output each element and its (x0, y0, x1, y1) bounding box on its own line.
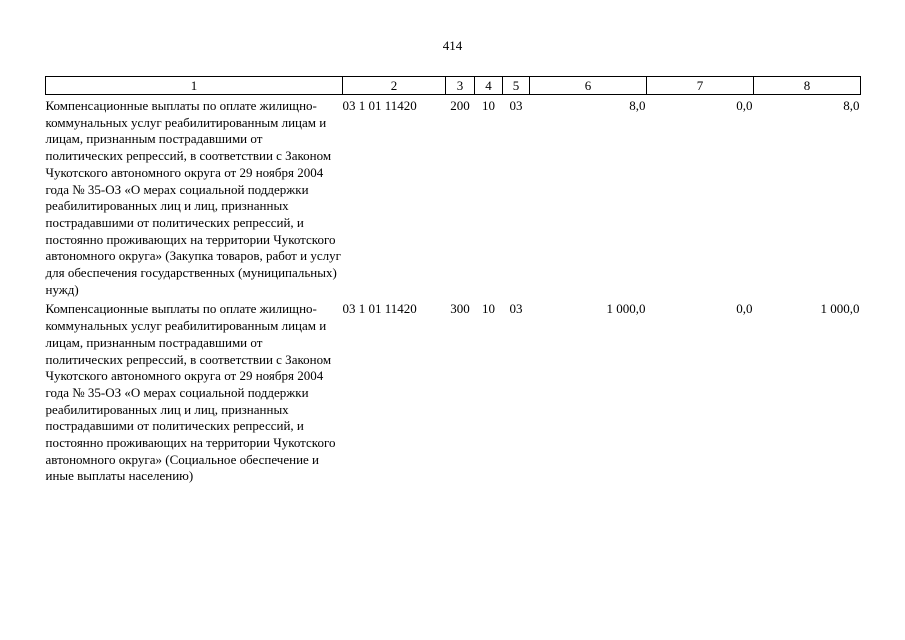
page-number: 414 (442, 38, 463, 53)
row-col-4: 10 (482, 301, 495, 317)
table-row (46, 298, 861, 485)
row-col-8: 1 000,0 (820, 301, 860, 317)
row-name: Компенсационные выплаты по оплате жилищно-коммунальных услуг реабилитированным лицам и лицам, признанным пострадавшими от политических репрессий, в соответствии с Законом Чукотского автономного округа от 29 ноября 2004 года № 35-ОЗ «О мерах социальной поддержки реабилитированных лиц и лиц, признанных пострадавшими от политических репрессий, и постоянно проживающих на территории Чукотского автономного округа» (Закупка товаров, работ и услуг для обеспечения государственных (муниципальных) нужд) (45, 98, 341, 297)
row-col-6: 1 000,0 (606, 301, 646, 317)
row-col-3: 300 (450, 301, 470, 317)
header-col-4: 4 (475, 77, 503, 95)
row-col-4: 10 (482, 98, 495, 113)
row-col-8: 8,0 (843, 98, 860, 113)
row-col-7: 0,0 (736, 301, 753, 317)
row-target-code: 03 1 01 11420 (342, 301, 417, 317)
header-col-5: 5 (503, 77, 530, 95)
budget-table (45, 76, 861, 485)
row-target-code: 03 1 01 11420 (342, 98, 417, 113)
row-col-6: 8,0 (629, 98, 646, 113)
row-col-3: 200 (450, 98, 470, 113)
header-col-6: 6 (530, 77, 647, 95)
table-header-row (46, 77, 861, 95)
header-col-2: 2 (343, 77, 446, 95)
row-name: Компенсационные выплаты по оплате жилищно-коммунальных услуг реабилитированным лицам и лицам, признанным пострадавшими от политических репрессий, в соответствии с Законом Чукотского автономного округа от 29 ноября 2004 года № 35-ОЗ «О мерах социальной поддержки реабилитированных лиц и лиц, признанных пострадавшими от политических репрессий, и постоянно проживающих на территории Чукотского автономного округа» (Социальное обеспечение и иные выплаты населению) (45, 301, 336, 484)
header-col-8: 8 (754, 77, 861, 95)
header-col-1: 1 (46, 77, 343, 95)
header-col-3: 3 (446, 77, 475, 95)
row-col-5: 03 (509, 301, 523, 317)
table-row (46, 95, 861, 299)
row-col-5: 03 (509, 98, 523, 113)
header-col-7: 7 (647, 77, 754, 95)
row-col-7: 0,0 (736, 98, 753, 113)
